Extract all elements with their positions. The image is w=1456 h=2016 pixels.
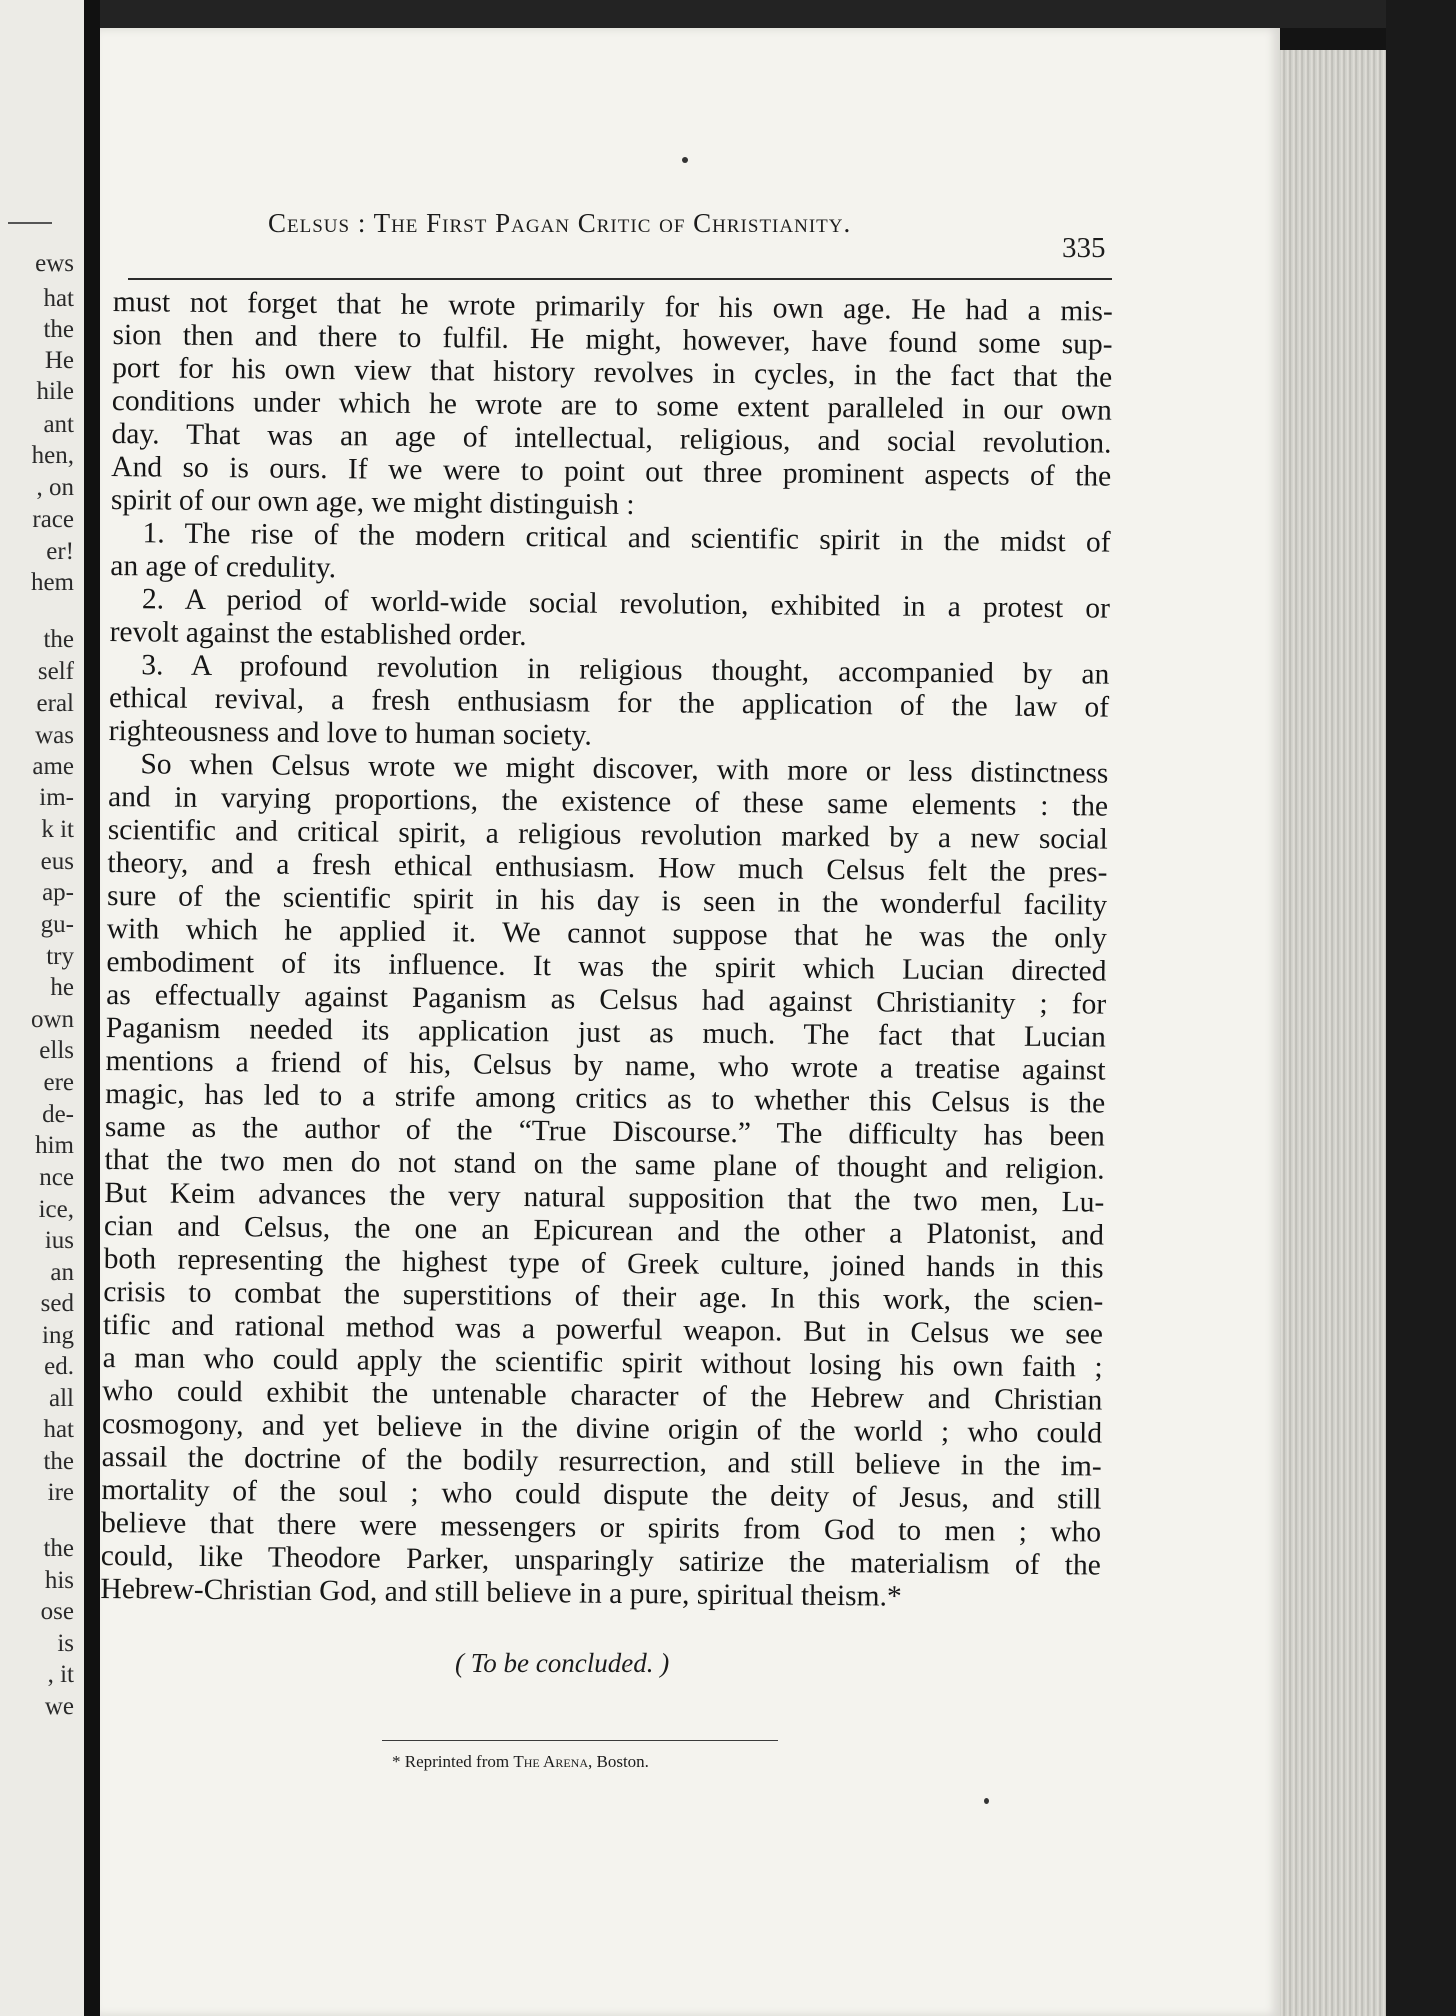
left-page-text-fragment: try [46, 943, 74, 970]
left-page-text-fragment: sed [40, 1290, 74, 1317]
ink-speck [682, 157, 688, 163]
text-line: embodiment of its influence. It was the spirit which Lucian directed [106, 945, 1107, 988]
left-page-text-fragment: is [57, 1630, 74, 1657]
left-page-text-fragment: nce [39, 1164, 74, 1191]
left-page-text-fragment: ius [44, 1227, 74, 1254]
left-page-text-fragment: we [44, 1693, 74, 1720]
left-page-text-fragment: own [30, 1006, 74, 1033]
text-line: mortality of the soul ; who could dispute the deity of Jesus, and still [101, 1473, 1102, 1516]
text-line: a man who could apply the scientific spirit without losing his own faith ; [102, 1341, 1103, 1384]
left-page-text-fragment: eus [40, 848, 74, 875]
left-page-text-fragment: the [43, 316, 74, 343]
text-line: believe that there were messengers or spirits from God to men ; who [100, 1506, 1102, 1549]
text-line: an age of credulity. [110, 549, 337, 585]
text-line: must not forget that he wrote primarily for his own age. He had a mis- [112, 286, 1113, 328]
text-line: conditions under which he wrote are to some extent paralleled in our own [111, 384, 1113, 427]
text-line: sure of the scientific spirit in his day is seen in the wonderful facility [106, 879, 1108, 922]
left-page-text-fragment: he [50, 974, 74, 1001]
page-top-shadow [100, 0, 1386, 28]
text-line: 1. The rise of the modern critical and scientific spirit in the midst of [142, 517, 1111, 559]
left-page-text-fragment: the [43, 1448, 74, 1475]
text-line: scientific and critical spirit, a religious revolution marked by a new social [107, 813, 1108, 856]
left-page-text-fragment: his [44, 1567, 74, 1594]
left-page-text-fragment: the [43, 1535, 74, 1562]
text-line: cosmogony, and yet believe in the divine origin of the world ; who could [101, 1407, 1103, 1450]
left-page-text-fragment: hile [36, 378, 74, 405]
left-page-text-fragment: ed. [44, 1353, 74, 1380]
text-line: Paganism needed its application just as much. The fact that Lucian [105, 1011, 1106, 1054]
continuation-note: ( To be concluded. ) [455, 1648, 670, 1678]
text-line: spirit of our own age, we might distinguish : [110, 483, 635, 522]
left-page-text-fragment: ews [35, 250, 74, 277]
text-line: ethical revival, a fresh enthusiasm for the application of the law of [108, 681, 1110, 724]
footnote-source: The Arena [513, 1752, 588, 1771]
text-line: sion then and there to fulfil. He might, however, have found some sup- [112, 318, 1113, 361]
running-head: Celsus : The First Pagan Critic of Christianity. [268, 208, 852, 238]
background-right [1386, 0, 1456, 2016]
left-page-text-fragment: ire [47, 1479, 74, 1506]
left-page-text-fragment: de- [42, 1101, 74, 1128]
left-page-text-fragment: hat [43, 285, 74, 312]
left-page-text-fragment: ells [39, 1037, 74, 1064]
header-rule [128, 278, 1112, 280]
text-line: crisis to combat the superstitions of their age. In this work, the scien- [103, 1275, 1104, 1318]
left-page-text-fragment: hen, [31, 442, 74, 469]
left-page-text-fragment: He [44, 347, 74, 374]
left-page-text-fragment: ose [40, 1598, 74, 1625]
body-text [100, 286, 1113, 1616]
left-page-text-fragment: ing [42, 1322, 74, 1349]
text-line: assail the doctrine of the bodily resurrection, and still believe in the im- [101, 1440, 1102, 1483]
left-page-text-fragment: ant [43, 411, 74, 438]
left-page-text-fragment: race [32, 506, 74, 533]
text-line: So when Celsus wrote we might discover, with more or less distinctness [140, 748, 1109, 790]
text-line: theory, and a fresh ethical enthusiasm. How much Celsus felt the pres- [107, 846, 1108, 889]
text-line: and in varying proportions, the existence of these same elements : the [107, 780, 1109, 823]
text-line: with which he applied it. We cannot suppose that he was the only [106, 912, 1107, 955]
footnote-rule [382, 1740, 778, 1741]
text-line: could, like Theodore Parker, unsparingly satirize the materialism of the [100, 1539, 1101, 1582]
footnote-marker: * [392, 1752, 401, 1771]
text-line: same as the author of the “True Discourse.” The difficulty has been [104, 1110, 1106, 1153]
left-page-text-fragment: im- [39, 784, 74, 811]
left-page-text-fragment: ere [43, 1069, 74, 1096]
left-page-text-fragment: , on [36, 474, 74, 501]
text-line: revolt against the established order. [109, 615, 527, 652]
left-page-text-fragment: the [43, 626, 74, 653]
text-line: But Keim advances the very natural supposition that the two men, Lu- [104, 1176, 1105, 1219]
left-page-text-fragment: gu- [40, 911, 74, 938]
left-page-rule [8, 222, 52, 224]
page-number: 335 [1062, 232, 1106, 264]
left-page-text-fragment: an [50, 1259, 74, 1286]
ink-speck [984, 1798, 989, 1804]
text-line: both representing the highest type of Greek culture, joined hands in this [103, 1242, 1104, 1285]
text-line: mentions a friend of his, Celsus by name, who wrote a treatise against [105, 1044, 1106, 1087]
text-line: righteousness and love to human society. [108, 714, 592, 752]
text-line: cian and Celsus, the one an Epicurean and the other a Platonist, and [103, 1209, 1105, 1252]
footnote [392, 1752, 649, 1772]
text-line: Hebrew-Christian God, and still believe in a pure, spiritual theism.* [100, 1572, 902, 1613]
footnote-text: Reprinted from [404, 1752, 514, 1771]
left-page-fragment [0, 0, 84, 2016]
text-line: tific and rational method was a powerful weapon. But in Celsus we see [102, 1308, 1104, 1351]
text-line: magic, has led to a strife among critics as to whether this Celsus is the [105, 1077, 1106, 1120]
text-line: as effectually against Paganism as Celsus had against Christianity ; for [106, 978, 1107, 1021]
text-line: who could exhibit the untenable character of the Hebrew and Christian [102, 1374, 1103, 1417]
left-page-text-fragment: eral [36, 690, 74, 717]
left-page-text-fragment: hat [43, 1416, 74, 1443]
text-line: that the two men do not stand on the same plane of thought and religion. [104, 1143, 1105, 1186]
text-line: 3. A profound revolution in religious thought, accompanied by an [141, 649, 1110, 691]
left-page-text-fragment: ap- [42, 879, 74, 906]
text-line: And so is ours. If we were to point out three prominent aspects of the [111, 450, 1112, 493]
left-page-text-fragment: him [35, 1132, 74, 1159]
text-line: day. That was an age of intellectual, religious, and social revolution. [111, 417, 1112, 460]
left-page-text-fragment: self [37, 658, 74, 685]
left-page-text-fragment: all [49, 1385, 74, 1412]
left-page-text-fragment: was [35, 722, 74, 749]
left-page-text-fragment: ame [32, 753, 74, 780]
book-gutter [84, 0, 100, 2016]
left-page-text-fragment: hem [30, 569, 74, 596]
page-edges [1280, 50, 1386, 2016]
text-line: 2. A period of world-wide social revolution, exhibited in a protest or [141, 583, 1111, 625]
left-page-text-fragment: er! [46, 538, 74, 565]
left-page-text-fragment: ice, [38, 1196, 74, 1223]
text-line: port for his own view that history revolves in cycles, in the fact that the [112, 351, 1113, 394]
left-page-text-fragment: k it [41, 816, 74, 843]
left-page-text-fragment: , it [47, 1661, 74, 1688]
footnote-place: , Boston. [587, 1752, 649, 1771]
